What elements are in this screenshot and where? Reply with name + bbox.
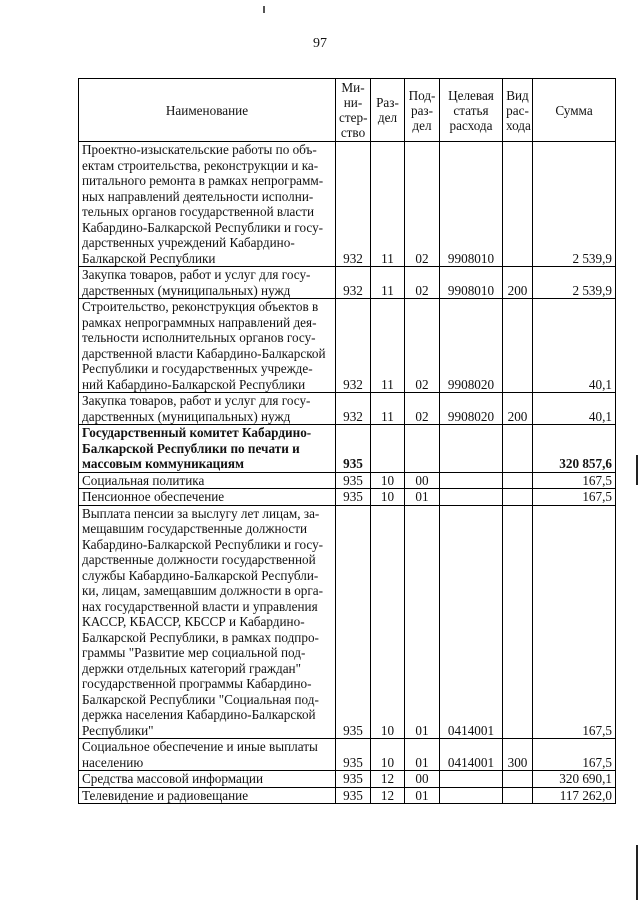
- cell-name: Телевидение и радиовещание: [79, 787, 336, 804]
- table-row: [79, 771, 616, 788]
- cell-section: 11: [371, 142, 405, 267]
- cell-subsection: 00: [405, 472, 440, 489]
- cell-expense-type: [503, 142, 533, 267]
- cell-section: 12: [371, 787, 405, 804]
- cell-amount: 40,1: [533, 393, 616, 425]
- cell-name: Социальная политика: [79, 472, 336, 489]
- cell-ministry: 935: [336, 489, 371, 506]
- cell-amount: 320 857,6: [533, 425, 616, 473]
- cell-name: Государственный комитет Кабардино-Балкарской Республики по печати и массовым коммуникациям: [79, 425, 336, 473]
- cell-expense-type: 300: [503, 739, 533, 771]
- scan-edge-mark: [636, 845, 638, 900]
- cell-name: Закупка товаров, работ и услуг для госу-дарственных (муниципальных) нужд: [79, 267, 336, 299]
- col-header-subsection: Под- раз- дел: [405, 79, 440, 142]
- cell-ministry: 932: [336, 299, 371, 393]
- cell-section: 10: [371, 505, 405, 739]
- table-row: [79, 142, 616, 267]
- cell-expense-type: 200: [503, 267, 533, 299]
- table-row: [79, 393, 616, 425]
- cell-amount: 117 262,0: [533, 787, 616, 804]
- cell-subsection: 02: [405, 142, 440, 267]
- cell-name: Проектно-изыскательские работы по объ-ектам строительства, реконструкции и ка-питального ремонта в рамках непрограмм-ных направлений деятельности исполни-тельных органов государственной власти Кабардино-Балкарской Республики и госу-дарственных учреждений Кабардино-Балкарской Республики: [79, 142, 336, 267]
- table-row: [79, 267, 616, 299]
- cell-subsection: 01: [405, 787, 440, 804]
- cell-target: 0414001: [440, 505, 503, 739]
- cell-expense-type: [503, 472, 533, 489]
- col-header-amount: Сумма: [533, 79, 616, 142]
- col-header-name: Наименование: [79, 79, 336, 142]
- cell-name: Средства массовой информации: [79, 771, 336, 788]
- table-row: [79, 787, 616, 804]
- cell-expense-type: [503, 299, 533, 393]
- col-header-target: Целевая статья расхода: [440, 79, 503, 142]
- cell-subsection: 01: [405, 505, 440, 739]
- cell-ministry: 935: [336, 472, 371, 489]
- cell-ministry: 932: [336, 142, 371, 267]
- cell-subsection: 01: [405, 739, 440, 771]
- cell-target: 9908010: [440, 142, 503, 267]
- cell-subsection: 02: [405, 393, 440, 425]
- col-header-expense-type: Вид рас- хода: [503, 79, 533, 142]
- cell-subsection: [405, 425, 440, 473]
- cell-ministry: 932: [336, 393, 371, 425]
- cell-expense-type: [503, 771, 533, 788]
- cell-amount: 167,5: [533, 489, 616, 506]
- scan-edge-mark: [636, 455, 638, 485]
- cell-section: 11: [371, 393, 405, 425]
- col-header-ministry: Ми- ни- стер- ство: [336, 79, 371, 142]
- cell-amount: 40,1: [533, 299, 616, 393]
- table-header-row: [79, 79, 616, 142]
- cell-expense-type: [503, 787, 533, 804]
- cell-target: [440, 472, 503, 489]
- cell-expense-type: [503, 505, 533, 739]
- cell-target: 9908010: [440, 267, 503, 299]
- cell-name: Строительство, реконструкция объектов в рамках непрограммных направлений дея-тельности исполнительных органов госу-дарственной власти Кабардино-Балкарской Республики и государственных учрежде-ний Кабардино-Балкарской Республики: [79, 299, 336, 393]
- cell-target: [440, 771, 503, 788]
- cell-target: [440, 489, 503, 506]
- cell-subsection: 02: [405, 299, 440, 393]
- cell-ministry: 935: [336, 739, 371, 771]
- cell-target: [440, 425, 503, 473]
- cell-expense-type: [503, 425, 533, 473]
- table-body: [79, 142, 616, 804]
- table-row: [79, 505, 616, 739]
- scan-mark: [263, 6, 265, 13]
- table-row: [79, 472, 616, 489]
- cell-name: Социальное обеспечение и иные выплаты населению: [79, 739, 336, 771]
- cell-section: 11: [371, 267, 405, 299]
- cell-target: 9908020: [440, 299, 503, 393]
- cell-name: Закупка товаров, работ и услуг для госу-дарственных (муниципальных) нужд: [79, 393, 336, 425]
- cell-section: [371, 425, 405, 473]
- table-row: [79, 299, 616, 393]
- col-header-section: Раз- дел: [371, 79, 405, 142]
- cell-target: 9908020: [440, 393, 503, 425]
- cell-name: Выплата пенсии за выслугу лет лицам, за-мещавшим государственные должности Кабардино-Балкарской Республики и госу-дарственные должности государственной службы Кабардино-Балкарской Республи-ки, лицам, замещавшим должности в орга-нах государственной власти и управления КАССР, КБАССР, КБССР и Кабардино-Балкарской Республики, в рамках подпро-граммы "Развитие мер социальной под-держки отдельных категорий граждан" государственной программы Кабардино-Балкарской Республики "Социальная под-держка населения Кабардино-Балкарской Республики": [79, 505, 336, 739]
- table-row: [79, 489, 616, 506]
- cell-section: 10: [371, 489, 405, 506]
- cell-section: 10: [371, 472, 405, 489]
- cell-section: 10: [371, 739, 405, 771]
- cell-amount: 167,5: [533, 739, 616, 771]
- cell-amount: 320 690,1: [533, 771, 616, 788]
- cell-subsection: 00: [405, 771, 440, 788]
- cell-subsection: 01: [405, 489, 440, 506]
- cell-ministry: 935: [336, 425, 371, 473]
- cell-target: [440, 787, 503, 804]
- cell-ministry: 935: [336, 787, 371, 804]
- cell-amount: 167,5: [533, 472, 616, 489]
- cell-ministry: 935: [336, 771, 371, 788]
- cell-section: 11: [371, 299, 405, 393]
- cell-subsection: 02: [405, 267, 440, 299]
- cell-section: 12: [371, 771, 405, 788]
- cell-expense-type: 200: [503, 393, 533, 425]
- cell-ministry: 935: [336, 505, 371, 739]
- cell-name: Пенсионное обеспечение: [79, 489, 336, 506]
- cell-target: 0414001: [440, 739, 503, 771]
- table-row: [79, 425, 616, 473]
- cell-amount: 167,5: [533, 505, 616, 739]
- page-number: 97: [313, 36, 327, 51]
- cell-expense-type: [503, 489, 533, 506]
- table-row: [79, 739, 616, 771]
- cell-amount: 2 539,9: [533, 142, 616, 267]
- cell-amount: 2 539,9: [533, 267, 616, 299]
- budget-table: [78, 78, 616, 804]
- cell-ministry: 932: [336, 267, 371, 299]
